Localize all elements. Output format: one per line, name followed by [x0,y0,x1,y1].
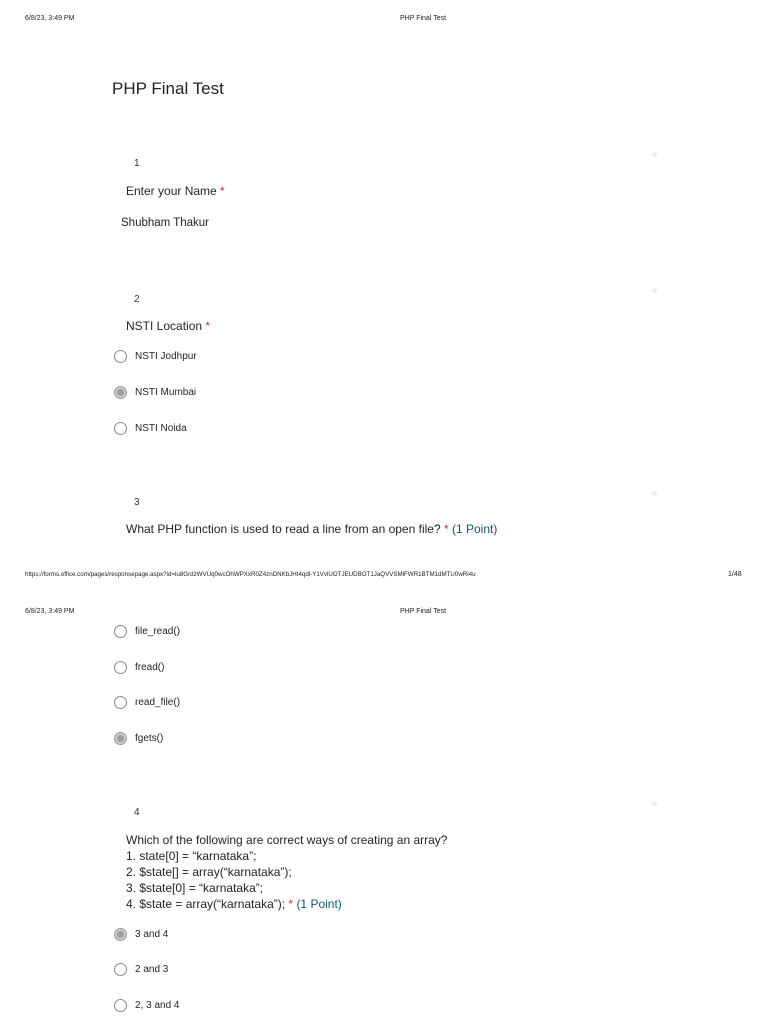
question-1-number: 1 [134,158,140,169]
print-datetime: 6/8/23, 3:49 PM [25,15,75,22]
radio-button[interactable] [114,999,127,1012]
option-label: read_file() [135,696,181,708]
radio-option-nsti-mumbai[interactable] [114,384,196,400]
radio-button[interactable] [114,696,127,709]
radio-option-nsti-noida[interactable] [114,420,187,436]
form-title: PHP Final Test [112,79,224,98]
question-3-text [126,521,497,537]
print-url: https://forms.office.com/pages/responsepage.aspx?id=lu8GrdzWVUq0wcOhWPXxR0Z4znDNKbJHt4qdl-Y1VvlUOTJEUDBOT1JaQVVSMlFWR1BTM1dMTU0wRi4u [25,571,476,578]
question-4-line: 3. $state[0] = “karnataka”; [126,881,264,895]
radio-button[interactable] [114,661,127,674]
radio-option-fread[interactable] [114,659,164,675]
required-asterisk: * [220,184,225,198]
required-asterisk: * [288,897,294,911]
radio-button[interactable] [114,422,127,435]
option-label: file_read() [135,625,181,637]
question-4-line-last [126,896,447,912]
question-1-text [126,183,225,199]
radio-button[interactable] [114,963,127,976]
question-3-points: (1 Point) [451,522,498,536]
question-2-number: 2 [134,294,140,305]
question-4-points: (1 Point) [296,897,342,911]
option-label: fgets() [135,732,164,744]
radio-option-2-3-and-4[interactable] [114,997,179,1013]
question-4-line: Which of the following are correct ways of creating an array? [126,833,448,847]
print-doc-title: PHP Final Test [400,608,447,615]
radio-button-selected[interactable] [114,386,127,399]
question-decoration-dot [652,801,657,806]
question-1-label: Enter your Name [126,184,217,198]
question-2-text [126,318,210,334]
question-4-line: 2. $state[] = array(“karnataka”); [126,865,292,879]
radio-button[interactable] [114,625,127,638]
required-asterisk: * [205,319,211,333]
radio-button-selected[interactable] [114,928,127,941]
option-label: 3 and 4 [135,928,169,940]
question-4-line: 4. $state = array(“karnataka”); [126,897,286,911]
radio-option-fgets[interactable] [114,730,163,746]
question-4-line: 1. state[0] = “karnataka”; [126,849,257,863]
option-label: fread() [135,661,165,673]
option-label: 2, 3 and 4 [135,999,180,1011]
question-4-number: 4 [134,807,140,818]
radio-option-read-file[interactable] [114,694,180,710]
option-label: NSTI Mumbai [135,386,197,398]
radio-option-nsti-jodhpur[interactable] [114,348,197,364]
print-doc-title: PHP Final Test [400,15,447,22]
option-label: 2 and 3 [135,963,169,975]
question-decoration-dot [652,491,657,496]
question-3-number: 3 [134,497,140,508]
print-datetime: 6/8/23, 3:49 PM [25,608,75,615]
radio-button[interactable] [114,350,127,363]
radio-option-file-read[interactable] [114,623,180,639]
option-label: NSTI Noida [135,422,187,434]
radio-option-2-and-3[interactable] [114,961,168,977]
question-decoration-dot [652,288,657,293]
question-4-text [126,832,447,912]
name-answer-field[interactable]: Shubham Thakur [121,217,210,229]
radio-option-3-and-4[interactable] [114,926,168,942]
question-3-label: What PHP function is used to read a line from an open file? [126,522,441,536]
radio-button-selected[interactable] [114,732,127,745]
print-page-number: 1/48 [728,571,742,578]
option-label: NSTI Jodhpur [135,350,197,362]
required-asterisk: * [443,522,449,536]
question-decoration-dot [652,152,657,157]
question-2-label: NSTI Location [126,319,203,333]
